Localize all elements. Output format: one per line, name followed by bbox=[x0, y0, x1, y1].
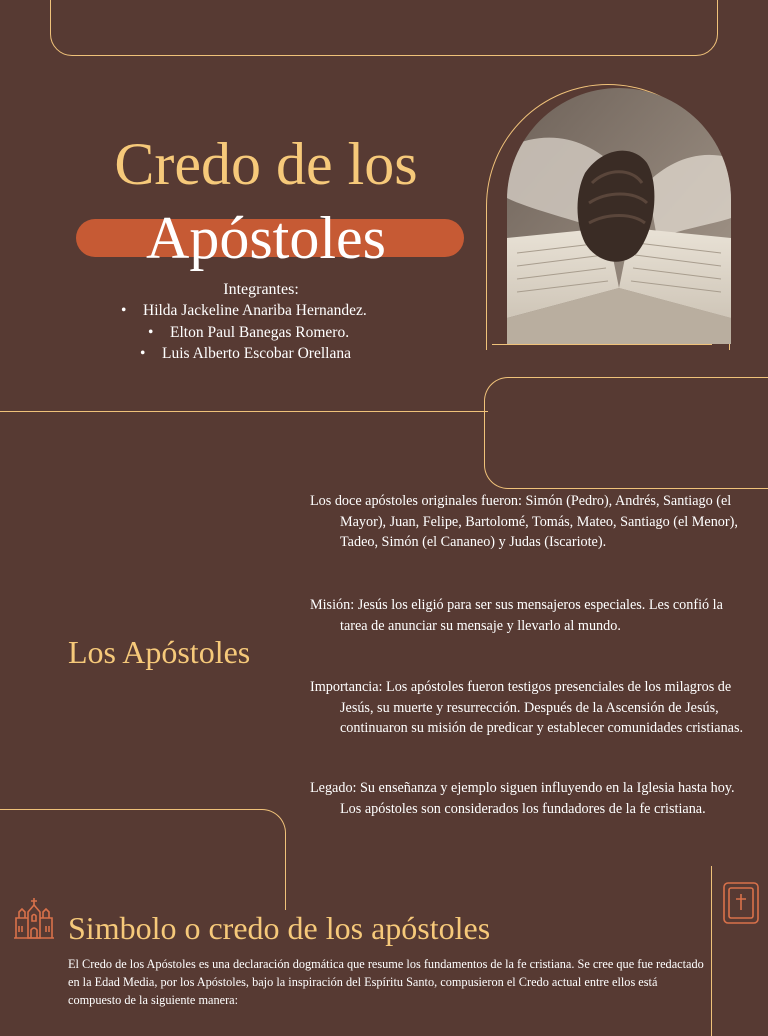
member-item bbox=[121, 301, 367, 321]
photo-base-line bbox=[492, 344, 712, 345]
bible-icon bbox=[721, 880, 761, 931]
church-icon bbox=[12, 896, 56, 945]
member-item bbox=[140, 344, 351, 364]
praying-hands-photo bbox=[507, 88, 731, 344]
importance-paragraph: Importancia: Los apóstoles fueron testigos presenciales de los milagros de Jesús, su muerte y resurrección. Después de la Ascensión de Jesús, continuaron su misión de predicar y establecer comunidades cristianas. bbox=[310, 679, 744, 737]
bullet: • bbox=[148, 324, 154, 341]
symbol-body-text: El Credo de los Apóstoles es una declaración dogmática que resume los fundamentos de la fe cristiana. Se cree que fue redactado en la Edad Media, por los Apóstoles, bajo la inspiración del Espíritu Santo, compusieron el Credo actual entre ellos está compuesto de la siguiente manera: bbox=[68, 957, 704, 1007]
left-bracket-frame bbox=[0, 809, 286, 910]
member-item bbox=[148, 323, 349, 343]
page-title-line2: Apóstoles bbox=[146, 205, 386, 271]
section-heading-symbol: Simbolo o credo de los apóstoles bbox=[68, 910, 491, 946]
member-name: Hilda Jackeline Anariba Hernandez. bbox=[143, 302, 367, 319]
mission-paragraph: Misión: Jesús los eligió para ser sus mensajeros especiales. Les confió la tarea de anunciar su mensaje y llevarlo al mundo. bbox=[310, 597, 723, 634]
right-vertical-line bbox=[711, 866, 712, 1036]
member-name: Luis Alberto Escobar Orellana bbox=[162, 345, 351, 362]
apostles-paragraph: Los doce apóstoles originales fueron: Simón (Pedro), Andrés, Santiago (el Mayor), Juan, Felipe, Bartolomé, Tomás, Mateo, Santiago (el Menor), Tadeo, Simón (el Cananeo) y Judas (Iscariote). bbox=[310, 493, 738, 551]
right-bracket-frame bbox=[484, 377, 768, 489]
bullet: • bbox=[140, 345, 146, 362]
divider-line-upper bbox=[0, 411, 488, 412]
top-frame bbox=[50, 0, 718, 56]
member-name: Elton Paul Banegas Romero. bbox=[170, 324, 350, 341]
praying-hands-illustration bbox=[507, 88, 731, 344]
bullet: • bbox=[121, 302, 127, 319]
section-heading-apostles: Los Apóstoles bbox=[68, 634, 251, 670]
members-label: Integrantes: bbox=[223, 281, 299, 298]
page-title-line1: Credo de los bbox=[114, 131, 418, 197]
legacy-paragraph: Legado: Su enseñanza y ejemplo siguen influyendo en la Iglesia hasta hoy. Los apóstoles son considerados los fundadores de la fe cristiana. bbox=[310, 780, 735, 817]
